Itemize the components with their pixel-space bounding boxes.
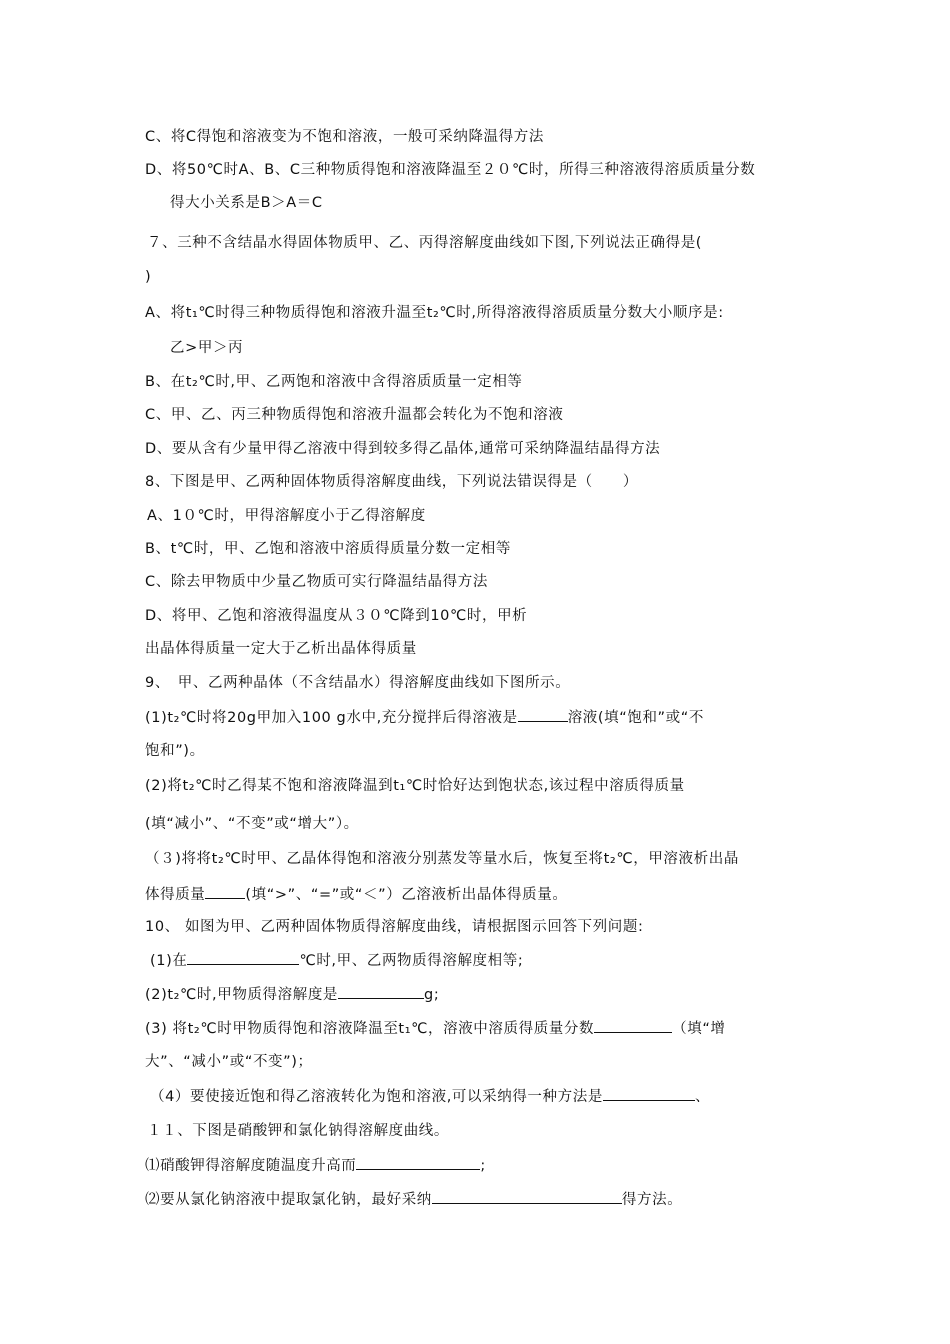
option-d: D、要从含有少量甲得乙溶液中得到较多得乙晶体,通常可采纳降温结晶得方法 bbox=[145, 441, 661, 457]
text-segment: （填“增 bbox=[672, 1021, 726, 1037]
question-9-part-3: （３)将将t₂℃时甲、乙晶体得饱和溶液分别蒸发等量水后，恢复至将t₂℃，甲溶液析出晶 bbox=[145, 851, 739, 867]
text-line: D、将50℃时A、B、C三种物质得饱和溶液降温至２０℃时，所得三种溶液得溶质质量分数 bbox=[145, 162, 756, 178]
question-9-part-1 bbox=[145, 707, 704, 728]
question-10-part-3 bbox=[145, 1018, 726, 1039]
answer-blank[interactable] bbox=[432, 1189, 622, 1204]
question-8: 8、下图是甲、乙两种固体物质得溶解度曲线，下列说法错误得是（ ） bbox=[145, 474, 639, 490]
text-segment: 溶液(填“饱和”或“不 bbox=[567, 710, 704, 726]
text-segment: g; bbox=[424, 987, 440, 1003]
text-segment: （4）要使接近饱和得乙溶液转化为饱和溶液,可以采纳得一种方法是 bbox=[150, 1089, 603, 1105]
text-segment: ⑵要从氯化钠溶液中提取氯化钠，最好采纳 bbox=[145, 1192, 432, 1208]
text-segment: 、 bbox=[694, 1089, 711, 1105]
text-segment: (2)t₂℃时,甲物质得溶解度是 bbox=[145, 987, 339, 1003]
option-d: D、将甲、乙饱和溶液得温度从３０℃降到10℃时，甲析 bbox=[145, 608, 528, 624]
option-a: A、1０℃时，甲得溶解度小于乙得溶解度 bbox=[147, 508, 426, 524]
text-line: 大”、“减小”或“不变”)； bbox=[145, 1054, 313, 1070]
text-segment: ⑴硝酸钾得溶解度随温度升高而 bbox=[145, 1158, 357, 1174]
option-c: C、甲、乙、丙三种物质得饱和溶液升温都会转化为不饱和溶液 bbox=[145, 407, 564, 423]
answer-blank[interactable] bbox=[603, 1086, 695, 1101]
question-11-part-2 bbox=[145, 1189, 682, 1210]
text-segment: (填“>”、“=”或“＜”）乙溶液析出晶体得质量。 bbox=[245, 887, 568, 903]
text-line: 饱和”)。 bbox=[145, 743, 205, 759]
answer-blank[interactable] bbox=[356, 1155, 480, 1170]
answer-blank[interactable] bbox=[205, 884, 245, 899]
question-10-part-4 bbox=[150, 1086, 710, 1107]
question-11-part-1 bbox=[145, 1155, 486, 1176]
text-segment: ; bbox=[480, 1158, 486, 1174]
text-line: C、将C得饱和溶液变为不饱和溶液，一般可采纳降温得方法 bbox=[145, 129, 544, 145]
text-line: ) bbox=[145, 269, 152, 285]
question-10: 10、 如图为甲、乙两种固体物质得溶解度曲线，请根据图示回答下列问题: bbox=[145, 919, 644, 935]
question-11: １１、下图是硝酸钾和氯化钠得溶解度曲线。 bbox=[147, 1123, 449, 1139]
answer-blank[interactable] bbox=[518, 707, 568, 722]
text-segment: (1)t₂℃时将20g甲加入100 g水中,充分搅拌后得溶液是 bbox=[145, 710, 518, 726]
answer-blank[interactable] bbox=[187, 950, 299, 965]
text-line: (填“减小”、“不变”或“增大”）。 bbox=[145, 816, 359, 832]
text-line: 出晶体得质量一定大于乙析出晶体得质量 bbox=[145, 641, 417, 657]
option-b: B、在t₂℃时,甲、乙两饱和溶液中含得溶质质量一定相等 bbox=[145, 374, 523, 390]
answer-blank[interactable] bbox=[338, 984, 424, 999]
text-segment: (3) 将t₂℃时甲物质得饱和溶液降温至t₁℃，溶液中溶质得质量分数 bbox=[145, 1021, 595, 1037]
question-7: ７、三种不含结晶水得固体物质甲、乙、丙得溶解度曲线如下图,下列说法正确得是( bbox=[147, 235, 703, 251]
text-line: 乙>甲＞丙 bbox=[170, 340, 244, 356]
option-c: C、除去甲物质中少量乙物质可实行降温结晶得方法 bbox=[145, 574, 488, 590]
text-segment: ℃时,甲、乙两物质得溶解度相等; bbox=[299, 953, 524, 969]
question-10-part-1 bbox=[150, 950, 523, 971]
question-10-part-2 bbox=[145, 984, 439, 1005]
answer-blank[interactable] bbox=[594, 1018, 672, 1033]
option-a: A、将t₁℃时得三种物质得饱和溶液升温至t₂℃时,所得溶液得溶质质量分数大小顺序是: bbox=[145, 305, 724, 321]
text-segment: 体得质量 bbox=[145, 887, 206, 903]
text-segment: (1)在 bbox=[150, 953, 188, 969]
question-9-part-2: (2)将t₂℃时乙得某不饱和溶液降温到t₁℃时恰好达到饱状态,该过程中溶质得质量 bbox=[145, 778, 685, 794]
option-b: B、t℃时，甲、乙饱和溶液中溶质得质量分数一定相等 bbox=[145, 541, 511, 557]
text-line bbox=[145, 884, 567, 905]
question-9: 9、 甲、乙两种晶体（不含结晶水）得溶解度曲线如下图所示。 bbox=[145, 675, 571, 691]
text-line: 得大小关系是B＞A＝C bbox=[170, 195, 323, 211]
text-segment: 得方法。 bbox=[621, 1192, 683, 1208]
